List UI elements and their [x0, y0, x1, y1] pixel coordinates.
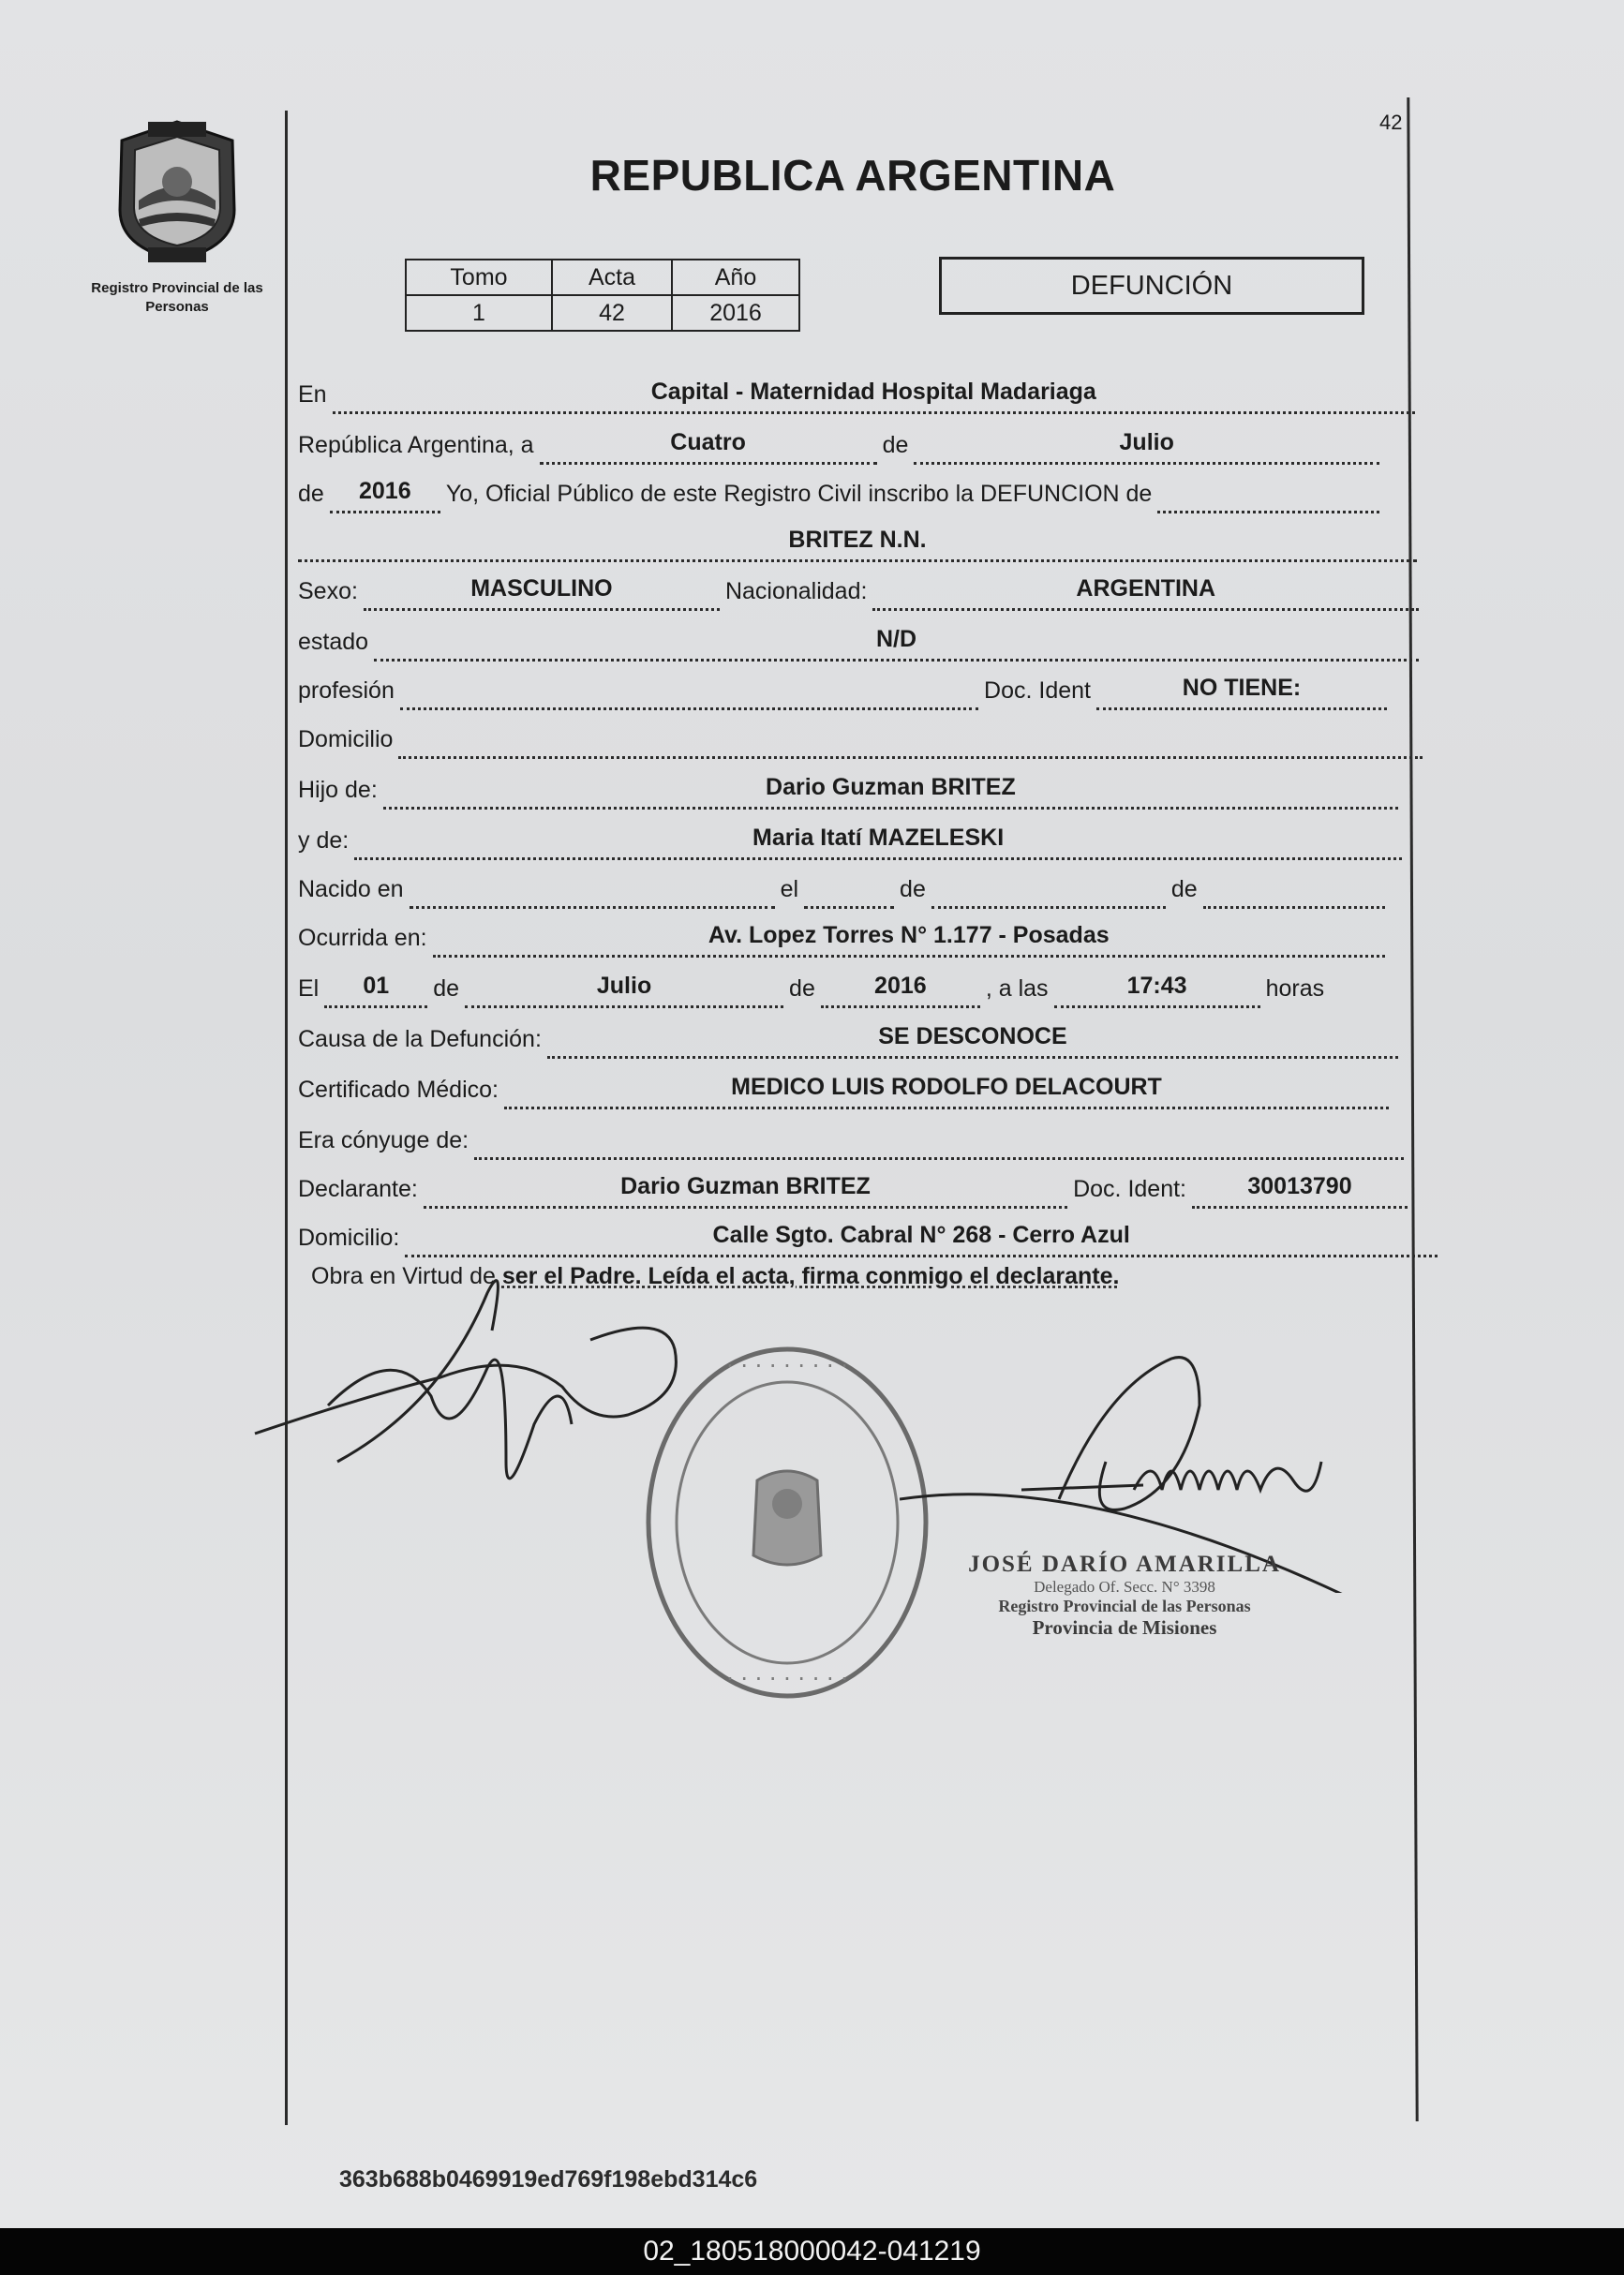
- domicilio2-value: Calle Sgto. Cabral N° 268 - Cerro Azul: [405, 1222, 1438, 1257]
- death-de2-label: de: [789, 975, 815, 1002]
- row-deceased-name: [298, 525, 1423, 562]
- row-estado: [298, 624, 1424, 662]
- day-words-value: Cuatro: [540, 429, 877, 465]
- official-province: Provincia de Misiones: [1032, 1616, 1217, 1639]
- domicilio-value: [398, 733, 1423, 759]
- sexo-label: Sexo:: [298, 578, 358, 604]
- ocurrida-label: Ocurrida en:: [298, 925, 427, 951]
- death-time-value: 17:43: [1054, 973, 1260, 1008]
- declarant-signature: [253, 1237, 703, 1518]
- nacionalidad-label: Nacionalidad:: [724, 578, 868, 604]
- row-republica: [298, 427, 1385, 465]
- estado-label: estado: [298, 629, 369, 655]
- inscribo-blank: [1157, 487, 1379, 513]
- footer-id-bar: 02_180518000042-041219: [0, 2228, 1624, 2275]
- document-type-box: DEFUNCIÓN: [939, 257, 1364, 315]
- row-nacido: [298, 871, 1391, 909]
- month-value: Julio: [914, 429, 1379, 465]
- profesion-value: [400, 684, 978, 710]
- row-death-date: [298, 971, 1423, 1008]
- nacido-year-blank: [1203, 883, 1385, 909]
- official-name: JOSÉ DARÍO AMARILLA: [968, 1552, 1281, 1577]
- document-title: REPUBLICA ARGENTINA: [589, 151, 1116, 200]
- nacido-place-blank: [410, 883, 775, 909]
- y-de-value: Maria Itatí MAZELESKI: [354, 825, 1402, 860]
- register-header-acta: Acta: [552, 260, 672, 295]
- register-value-row: [406, 295, 799, 331]
- official-registry: Registro Provincial de las Personas: [998, 1597, 1251, 1615]
- register-header-tomo: Tomo: [406, 260, 552, 295]
- obra-label: Obra en Virtud de: [311, 1263, 496, 1289]
- year-value: 2016: [330, 478, 440, 513]
- hijo-label: Hijo de:: [298, 777, 378, 803]
- hijo-value: Dario Guzman BRITEZ: [383, 774, 1398, 810]
- register-value-acta: 42: [552, 295, 672, 331]
- nacido-label: Nacido en: [298, 876, 404, 902]
- domicilio-label: Domicilio: [298, 726, 394, 752]
- alas-label: , a las: [985, 975, 1049, 1002]
- row-certificado: [298, 1072, 1394, 1109]
- row-y-de: [298, 823, 1408, 860]
- profesion-label: profesión: [298, 677, 395, 704]
- certificado-label: Certificado Médico:: [298, 1077, 499, 1103]
- el-label: El: [298, 975, 320, 1002]
- register-header-ano: Año: [672, 260, 799, 295]
- republica-label: República Argentina, a: [298, 432, 534, 458]
- causa-label: Causa de la Defunción:: [298, 1026, 542, 1052]
- row-causa: [298, 1021, 1404, 1059]
- certificado-value: MEDICO LUIS RODOLFO DELACOURT: [504, 1074, 1389, 1109]
- row-profesion: [298, 673, 1393, 710]
- nacido-de-label: de: [900, 876, 926, 902]
- row-declarante: [298, 1171, 1413, 1209]
- death-day-value: 01: [324, 973, 427, 1008]
- sexo-value: MASCULINO: [364, 575, 720, 611]
- nacido-month-blank: [931, 883, 1166, 909]
- domicilio2-label: Domicilio:: [298, 1225, 400, 1251]
- doc-ident-label: Doc. Ident: [984, 677, 1091, 704]
- nacido-de2-label: de: [1170, 876, 1198, 902]
- row-ocurrida: [298, 920, 1391, 958]
- en-value: Capital - Maternidad Hospital Madariaga: [333, 379, 1415, 414]
- register-value-tomo: 1: [406, 295, 552, 331]
- estado-value: N/D: [374, 626, 1419, 662]
- official-stamp-text: [937, 1552, 1312, 1640]
- de-label: de: [882, 432, 909, 458]
- province-emblem-logo: [111, 116, 244, 266]
- nacionalidad-value: ARGENTINA: [872, 575, 1419, 611]
- left-border-line: [285, 111, 288, 2125]
- row-domicilio: [298, 721, 1428, 759]
- row-en: [298, 377, 1421, 414]
- row-year: [298, 476, 1385, 513]
- svg-text:· · · · · · · · ·: · · · · · · · · ·: [726, 1353, 848, 1379]
- death-year-value: 2016: [821, 973, 980, 1008]
- doc-ident-value: NO TIENE:: [1096, 675, 1387, 710]
- row-conyuge: [298, 1123, 1409, 1160]
- emblem-caption: Registro Provincial de las Personas: [91, 280, 263, 315]
- declarante-doc-value: 30013790: [1192, 1173, 1408, 1209]
- nacido-el-label: el: [780, 876, 799, 902]
- ocurrida-value: Av. Lopez Torres N° 1.177 - Posadas: [433, 922, 1385, 958]
- inscribo-text: Yo, Oficial Público de este Registro Civil inscribo la DEFUNCION de: [445, 481, 1153, 507]
- official-role: Delegado Of. Secc. N° 3398: [1034, 1578, 1215, 1596]
- deceased-name-value: BRITEZ N.N.: [298, 527, 1417, 562]
- obra-value: ser el Padre. Leída el acta, firma conmigo el declarante.: [501, 1263, 1120, 1289]
- death-month-value: Julio: [465, 973, 783, 1008]
- sheet-number: 42: [1379, 111, 1403, 134]
- declarante-value: Dario Guzman BRITEZ: [424, 1173, 1067, 1209]
- causa-value: SE DESCONOCE: [547, 1023, 1398, 1059]
- y-de-label: y de:: [298, 827, 350, 854]
- en-label: En: [298, 381, 327, 408]
- row-sexo: [298, 573, 1424, 611]
- row-hijo: [298, 772, 1404, 810]
- death-de-label: de: [433, 975, 460, 1002]
- svg-text:· · · · · · · · ·: · · · · · · · · ·: [726, 1666, 848, 1692]
- document-hash: 363b688b0469919ed769f198ebd314c6: [339, 2166, 758, 2193]
- horas-label: horas: [1265, 975, 1325, 1002]
- declarante-doc-label: Doc. Ident:: [1073, 1176, 1186, 1202]
- register-header-row: [406, 260, 799, 295]
- de-label: de: [298, 481, 324, 507]
- register-table: [405, 259, 800, 332]
- conyuge-value: [474, 1134, 1404, 1160]
- nacido-day-blank: [804, 883, 894, 909]
- conyuge-label: Era cónyuge de:: [298, 1127, 469, 1153]
- declarante-label: Declarante:: [298, 1176, 418, 1202]
- register-value-ano: 2016: [672, 295, 799, 331]
